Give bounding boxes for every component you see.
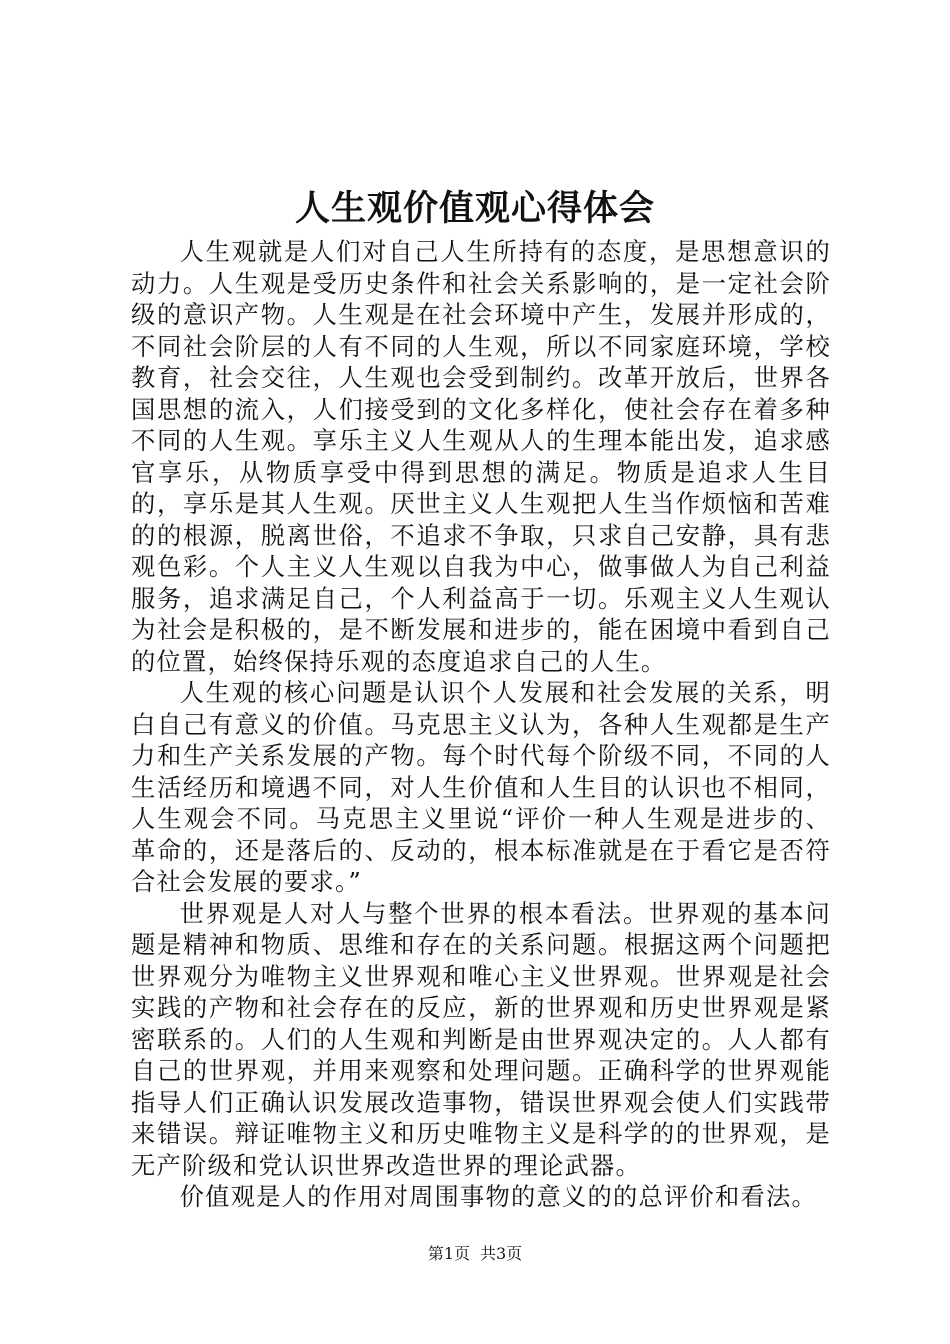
page-footer <box>0 1242 950 1266</box>
paragraph-4: 价值观是人的作用对周围事物的意义的的总评价和看法。 <box>179 1182 818 1211</box>
paragraph-1: 人生观就是人们对自己人生所持有的态度，是思想意识的动力。人生观是受历史条件和社会关系影响的，是一定社会阶级的意识产物。人生观是在社会环境中产生，发展并形成的，不同社会阶层的人有不同的人生观，所以不同家庭环境，学校教育，社会交往，人生观也会受到制约。改革开放后，世界各国思想的流入，人们接受到的文化多样化，使社会存在着多种不同的人生观。享乐主义人生观从人的生理本能出发，追求感官享乐，从物质享受中得到思想的满足。物质是追求人生目的，享乐是其人生观。厌世主义人生观把人生当作烦恼和苦难的的根源，脱离世俗，不追求不争取，只求自己安静，具有悲观色彩。个人主义人生观以自我为中心，做事做人为自己利益服务，追求满足自己，个人利益高于一切。乐观主义人生观认为社会是积极的，是不断发展和进步的，能在困境中看到自己的位置，始终保持乐观的态度追求自己的人生。 <box>131 237 831 676</box>
document-body <box>131 236 831 1213</box>
page-count: 共3页 <box>480 1244 523 1263</box>
paragraph-3: 世界观是人对人与整个世界的根本看法。世界观的基本问题是精神和物质、思维和存在的关系问题。根据这两个问题把世界观分为唯物主义世界观和唯心主义世界观。世界观是社会实践的产物和社会存在的反应，新的世界观和历史世界观是紧密联系的。人们的人生观和判断是由世界观决定的。人人都有自己的世界观，并用来观察和处理问题。正确科学的世界观能指导人们正确认识发展改造事物，错误世界观会使人们实践带来错误。辩证唯物主义和历史唯物主义是科学的的世界观，是无产阶级和党认识世界改造世界的理论武器。 <box>131 898 831 1180</box>
page-number: 第1页 <box>427 1244 470 1263</box>
paragraph-2: 人生观的核心问题是认识个人发展和社会发展的关系，明白自己有意义的价值。马克思主义认为，各种人生观都是生产力和生产关系发展的产物。每个时代每个阶级不同，不同的人生活经历和境遇不同，对人生价值和人生目的认识也不相同，人生观会不同。马克思主义里说“评价一种人生观是进步的、革命的，还是落后的、反动的，根本标准就是在于看它是否符合社会发展的要求。” <box>131 678 831 896</box>
document-title: 人生观价值观心得体会 <box>294 188 655 229</box>
